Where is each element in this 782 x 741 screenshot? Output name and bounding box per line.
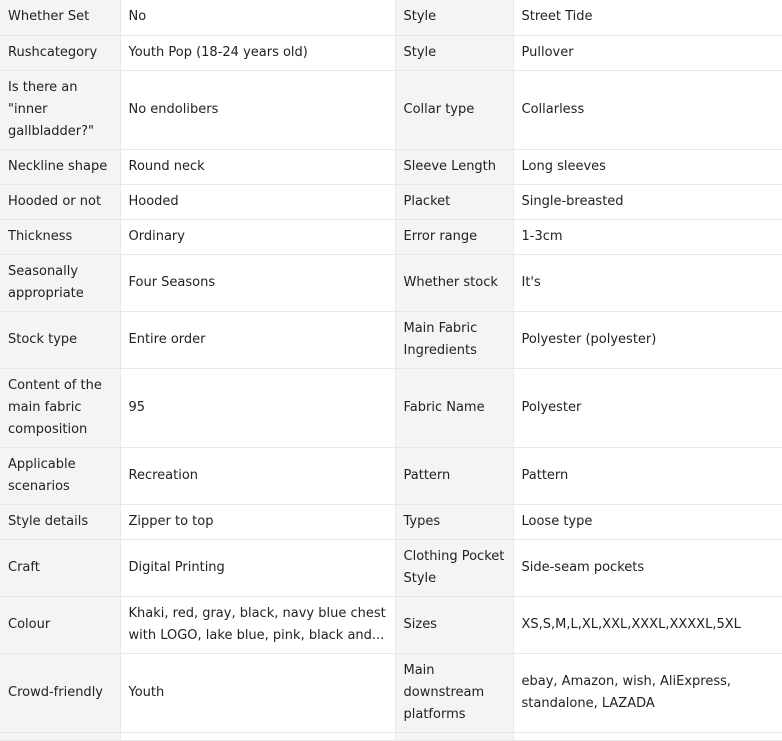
attribute-name: Main downstream platforms [395,653,513,732]
attribute-value: Four Seasons [120,254,395,311]
attribute-value: ebay, Amazon, wish, AliExpress, standalone, LAZADA [513,653,782,732]
attribute-name: Main Fabric Ingredients [395,311,513,368]
attribute-value: Side-seam pockets [513,539,782,596]
attribute-name: Style [395,0,513,35]
attribute-value: Pattern [513,447,782,504]
attribute-name: Colour [0,596,120,653]
attribute-name: Is there an "inner gallbladder?" [0,70,120,149]
attribute-name: Rushcategory [0,35,120,70]
attribute-name: Sizes [395,596,513,653]
table-row [0,184,782,219]
attribute-name: Whether stock [395,254,513,311]
attribute-name: Collar type [395,70,513,149]
attribute-value: Polyester (polyester) [513,311,782,368]
table-row [0,653,782,732]
table-row [0,254,782,311]
attribute-value: Youth Pop (18-24 years old) [120,35,395,70]
attribute-name: Seasonally appropriate [0,254,120,311]
attribute-name: Thickness [0,219,120,254]
attribute-value: Loose type [513,504,782,539]
attribute-value: Long sleeves [513,149,782,184]
table-row [0,504,782,539]
table-row [0,539,782,596]
attribute-name: Style [395,35,513,70]
attribute-name: Placket [395,184,513,219]
attribute-value [120,596,395,653]
attribute-value: Single-breasted [513,184,782,219]
attribute-value: It's [513,254,782,311]
attribute-name: Crowd-friendly [0,653,120,732]
attribute-name: Style details [0,504,120,539]
attribute-name: Hooded or not [0,184,120,219]
table-row [0,368,782,447]
table-row [0,70,782,149]
table-row [0,35,782,70]
attribute-name: Error range [395,219,513,254]
attribute-name: Clothing Pocket Style [395,539,513,596]
attribute-value: 95 [120,368,395,447]
attribute-value: Youth [120,653,395,732]
attribute-value: XS,S,M,L,XL,XXL,XXXL,XXXXL,5XL [513,596,782,653]
table-row [0,311,782,368]
attribute-value: Recreation [120,447,395,504]
attribute-name: Types [395,504,513,539]
attribute-value: Digital Printing [120,539,395,596]
table-row [0,149,782,184]
attribute-value: Polyester [513,368,782,447]
attribute-name: Stock type [0,311,120,368]
attribute-value: Zipper to top [120,504,395,539]
table-row [0,219,782,254]
attribute-value: Round neck [120,149,395,184]
attribute-value: Collarless [513,70,782,149]
attribute-value: No [120,0,395,35]
attribute-name: Fabric Name [395,368,513,447]
table-row [0,447,782,504]
attribute-name: Neckline shape [0,149,120,184]
table-row [0,0,782,35]
colour-value-text: Khaki, red, gray, black, navy blue chest with LOGO, lake blue, pink, black and... [128,605,386,643]
attribute-name: Craft [0,539,120,596]
attribute-value: Hooded [120,184,395,219]
attribute-value: Entire order [120,311,395,368]
table-row [0,596,782,653]
attribute-value: Pullover [513,35,782,70]
attribute-name: Content of the main fabric composition [0,368,120,447]
attribute-value: Ordinary [120,219,395,254]
attribute-value: 1-3cm [513,219,782,254]
attribute-name: Whether Set [0,0,120,35]
attribute-name: Applicable scenarios [0,447,120,504]
attribute-name: Pattern [395,447,513,504]
attribute-value: No endolibers [120,70,395,149]
table-row-cut-off [0,732,782,740]
attribute-value: Street Tide [513,0,782,35]
attribute-name: Sleeve Length [395,149,513,184]
